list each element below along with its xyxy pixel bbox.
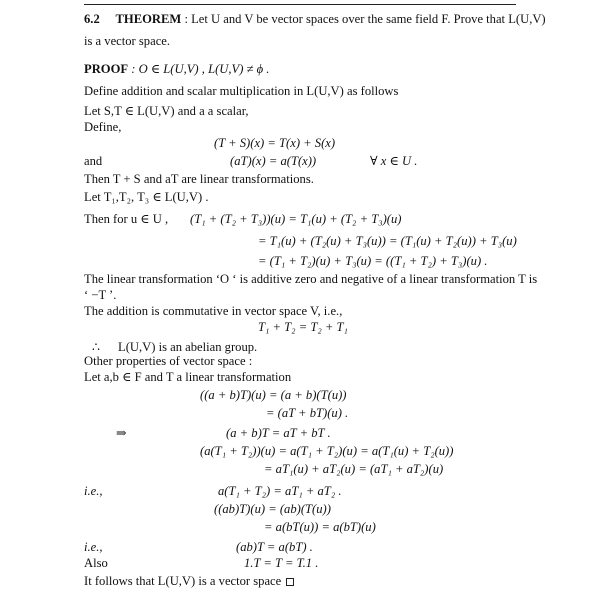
text-line: The linear transformation ‘O ‘ is additive zero and negative of a linear transformation T is [84, 272, 538, 286]
equation: ((a + b)T)(u) = (a + b)(T(u)) [200, 388, 347, 402]
equation: (T + S)(x) = T(x) + S(x) [214, 136, 336, 150]
equation: (a(T₁ + T₂))(u) = a(T₁ + T₂)(u) = a(T₁(u) + T₂(u)) [200, 444, 454, 458]
equation: = a(bT(u)) = a(bT)(u) [264, 520, 376, 534]
proof-statement: : O ∈ L(U,V) , L(U,V) ≠ ϕ . [131, 62, 270, 76]
theorem-number: 6.2 [84, 12, 100, 26]
proof-line [84, 62, 269, 77]
equation: = T₁(u) + (T₂(u) + T₃(u)) = (T₁(u) + T₂(u)) + T₃(u) [258, 234, 517, 248]
equation: T₁ + T₂ = T₂ + T₁ [258, 320, 348, 334]
top-rule [84, 4, 516, 5]
equation: = (T₁ + T₂)(u) + T₃(u) = ((T₁ + T₂) + T₃)(u) . [258, 254, 488, 268]
text-line: and [84, 154, 103, 168]
therefore-symbol: ∴ [92, 340, 101, 354]
theorem-title: THEOREM [115, 12, 182, 26]
equation: (ab)T = a(bT) . [236, 540, 313, 554]
text-line: Then T + S and aT are linear transformations. [84, 172, 314, 186]
text-line: Then for u ∈ U , [84, 212, 169, 226]
equation: ∀ x ∈ U . [370, 154, 418, 168]
qed-icon [286, 578, 294, 586]
equation: (aT)(x) = a(T(x)) [230, 154, 317, 168]
proof-label: PROOF [84, 62, 129, 76]
equation: 1.T = T = T.1 . [244, 556, 319, 570]
theorem-heading [84, 12, 546, 27]
text-line: Define, [84, 120, 122, 134]
text-line: Let a,b ∈ F and T a linear transformation [84, 370, 292, 384]
equation: (T₁ + (T₂ + T₃))(u) = T₁(u) + (T₂ + T₃)(u) [190, 212, 402, 226]
text-line: Let T₁,T₂, T₃ ∈ L(U,V) . [84, 190, 209, 204]
text-line: Also [84, 556, 108, 570]
text-line: i.e., [84, 484, 103, 498]
implies-symbol: ⇒ [116, 426, 127, 440]
conclusion-line [84, 574, 294, 589]
theorem-statement-cont: is a vector space. [84, 34, 171, 48]
equation: = aT₁(u) + aT₂(u) = (aT₁ + aT₂)(u) [264, 462, 444, 476]
conclusion-text: It follows that L(U,V) is a vector space [84, 574, 282, 588]
text-line: i.e., [84, 540, 103, 554]
text-line: Other properties of vector space : [84, 354, 253, 368]
equation: a(T₁ + T₂) = aT₁ + aT₂ . [218, 484, 342, 498]
text-line: L(U,V) is an abelian group. [118, 340, 258, 354]
theorem-statement: : Let U and V be vector spaces over the same field F. Prove that L(U,V) [184, 12, 546, 26]
equation: (a + b)T = aT + bT . [226, 426, 331, 440]
text-line: Let S,T ∈ L(U,V) and a a scalar, [84, 104, 249, 118]
equation: ((ab)T)(u) = (ab)(T(u)) [214, 502, 331, 516]
text-line: ‘ −T ’. [84, 288, 117, 302]
text-line: Define addition and scalar multiplication in L(U,V) as follows [84, 84, 399, 98]
equation: = (aT + bT)(u) . [266, 406, 349, 420]
text-line: The addition is commutative in vector space V, i.e., [84, 304, 343, 318]
